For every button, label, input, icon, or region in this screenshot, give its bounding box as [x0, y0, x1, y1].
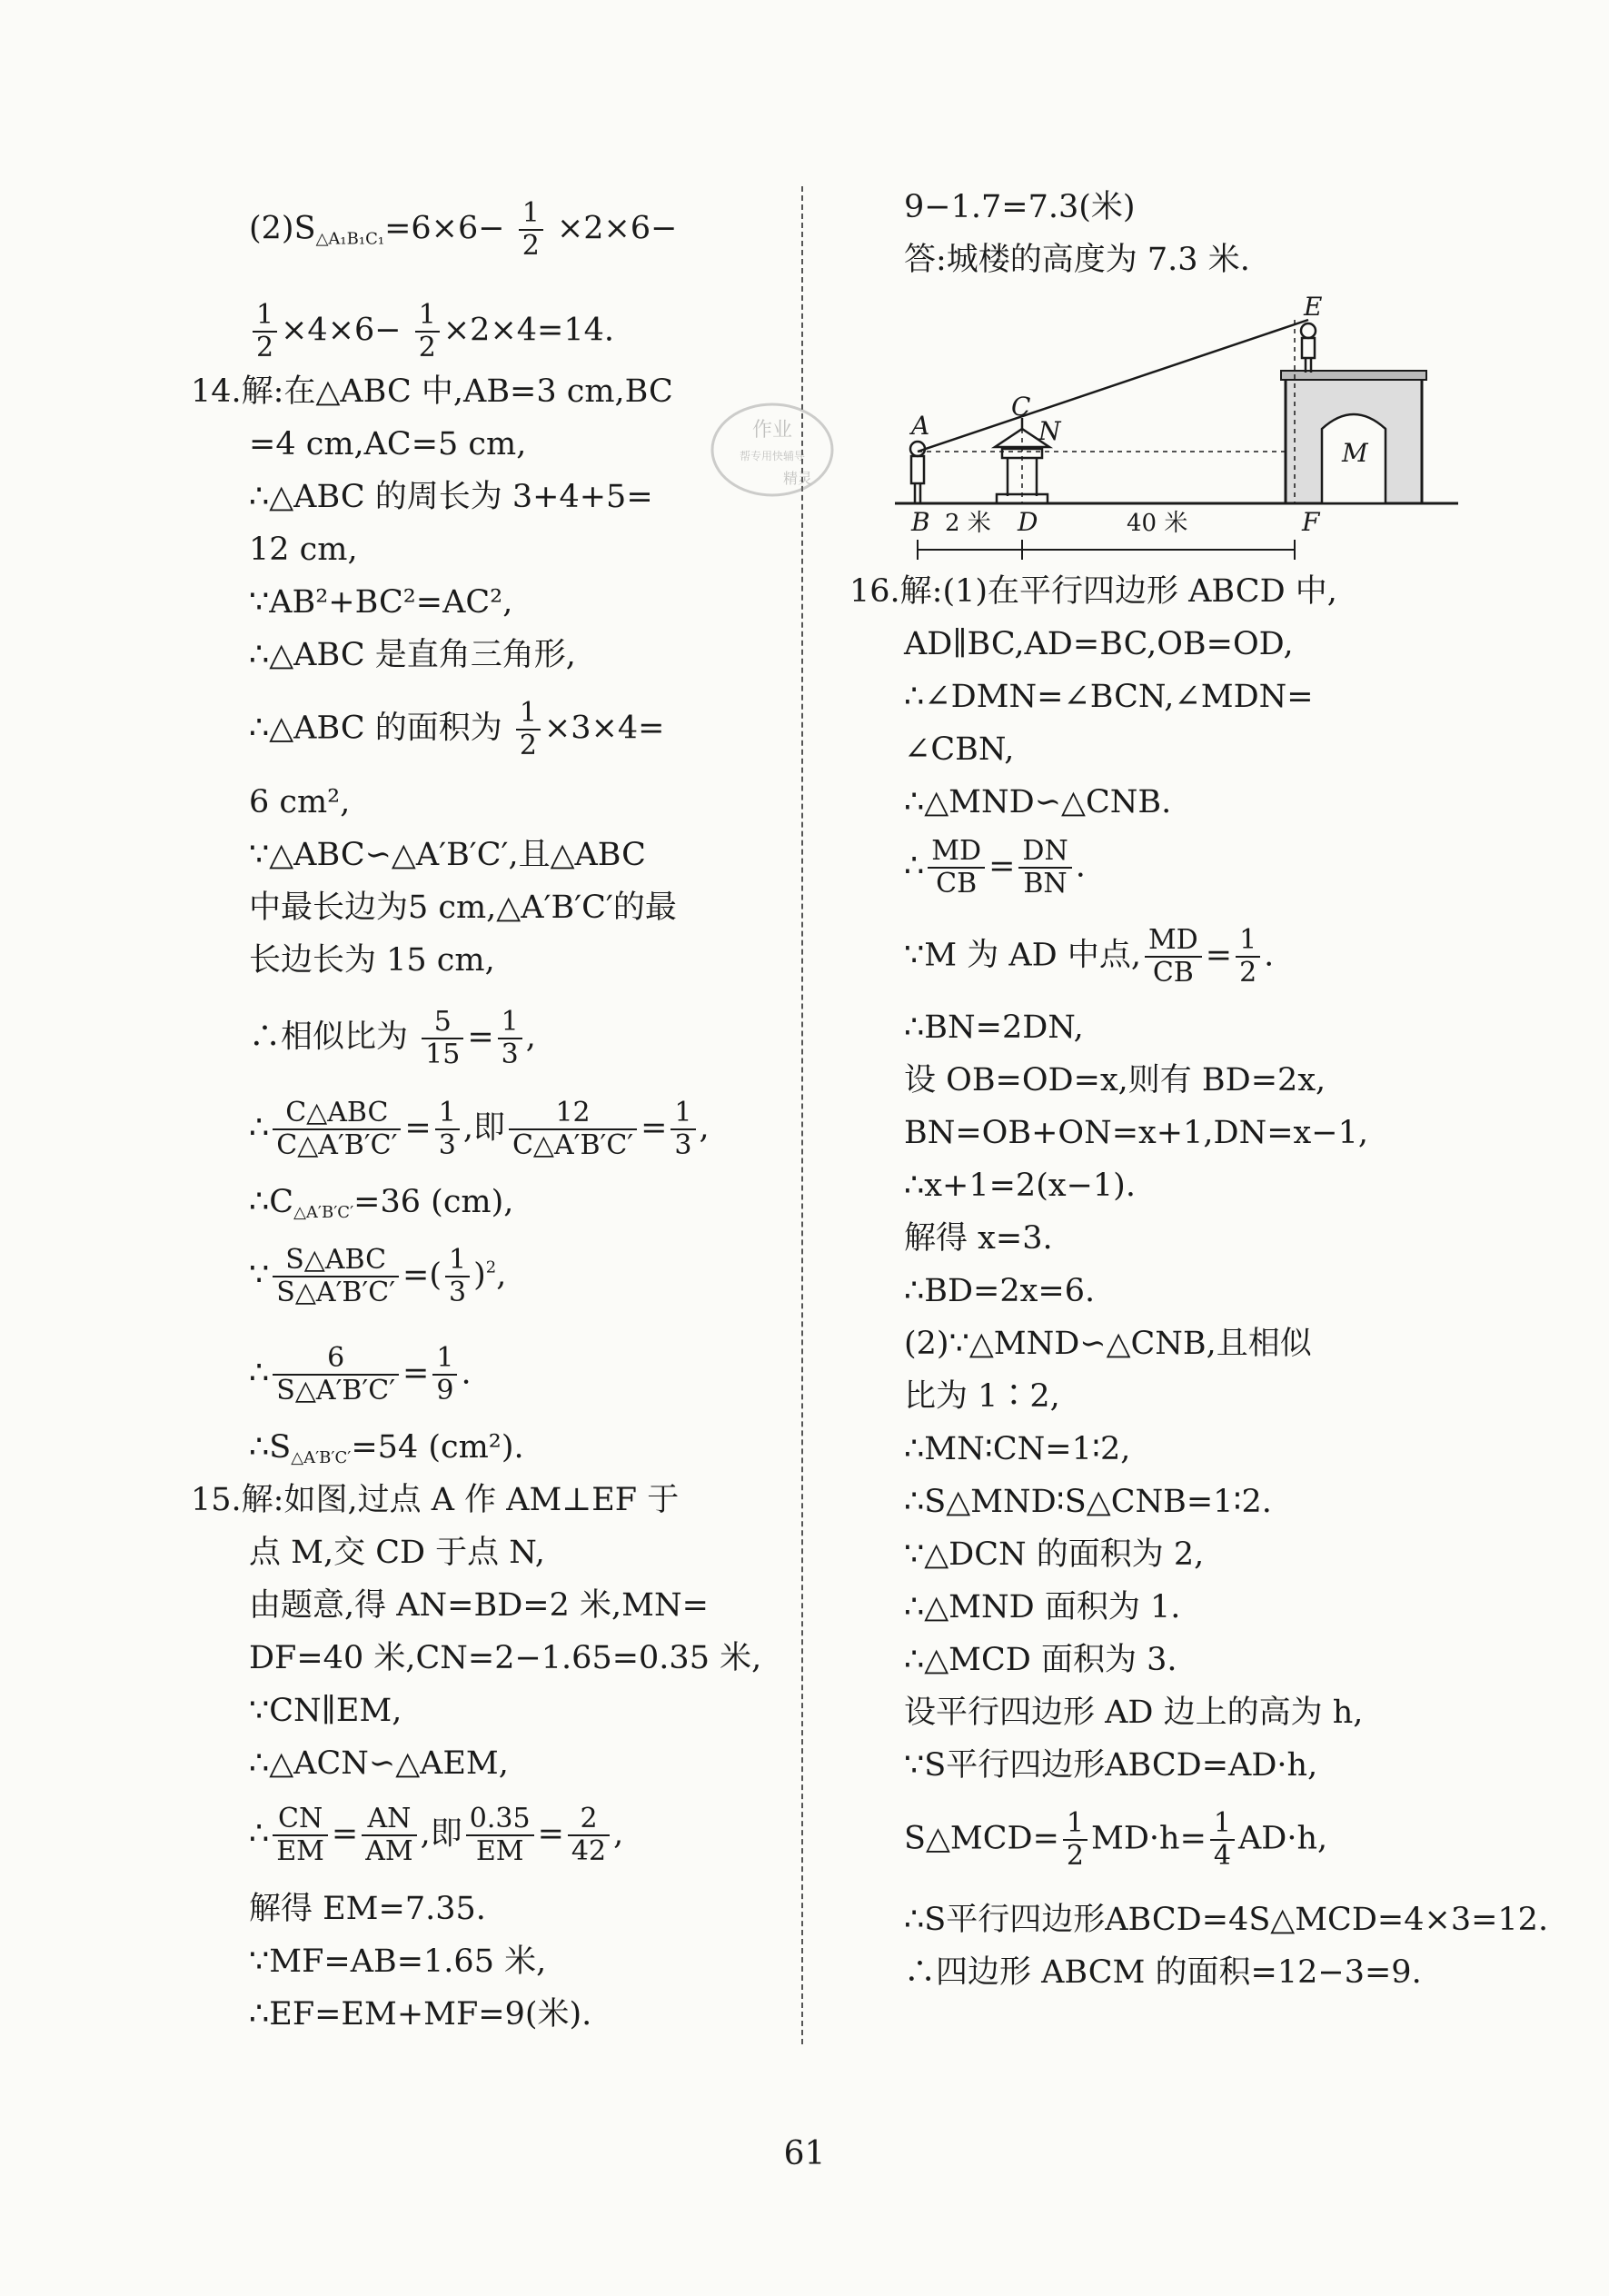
q16-line11: ∴x+1=2(x−1).	[904, 1168, 1136, 1204]
q15-cont-line1: 9−1.7=7.3(米)	[904, 189, 1136, 225]
label-b: B	[911, 507, 930, 537]
q14-line7: ∴△ABC 的面积为 $\frac{1}{2}$ ×3×4=	[249, 697, 665, 761]
label-d: D	[1018, 507, 1038, 537]
q16-line7: ∵M 为 AD 中点, $\frac{MD}{CB}$ = $\frac{1}{2}$ .	[904, 924, 1275, 989]
q14-line12: ∴相似比为 $\frac{5}{15}$ = $\frac{1}{3}$ ,	[249, 1006, 536, 1070]
q14-line11: 长边长为 15 cm,	[249, 942, 495, 979]
q14-line10: 中最长边为5 cm,△A′B′C′的最	[249, 890, 677, 926]
q14-line9: ∵△ABC∽△A′B′C′,且△ABC	[249, 837, 646, 873]
q14-line17: $\therefore S_{\triangle A'B'C'}=54$ (cm²).	[249, 1429, 524, 1467]
q14-line13: ∴ $\frac{\text{C△ABC}}{C\triangle A'B'C'}$ = $\frac{1}{3}$ ,即 $\frac{12}{C\triangle A'B'C'}$ = $\frac{1}{3}$ ,	[249, 1097, 710, 1161]
q13-part2-line1: $(2)S_{\triangle A_1B_1C_1}=6\times 6-$ $\frac{1}{2}$ ×2×6−	[249, 197, 678, 262]
q14-line3: ∴△ABC 的周长为 3+4+5=	[249, 479, 653, 515]
q16-line21: 设平行四边形 AD 边上的高为 h,	[904, 1695, 1364, 1731]
q14-line15: ∵ $\frac{\text{S△ABC}}{S\triangle A'B'C'}$ =( $\frac{1}{3}$ )$^2$,	[249, 1244, 507, 1308]
q16-line9: 设 OB=OD=x,则有 BD=2x,	[904, 1062, 1326, 1098]
q16-line22: ∵S平行四边形ABCD=AD·h,	[904, 1747, 1318, 1784]
q16-line3: ∴∠DMN=∠BCN,∠MDN=	[904, 679, 1314, 715]
city-tower-figure	[895, 293, 1476, 565]
q15-answer: 答:城楼的高度为 7.3 米.	[904, 242, 1250, 278]
q16-line24: ∴S平行四边形ABCD=4S△MCD=4×3=12.	[904, 1902, 1549, 1938]
stamp-line1: 作业	[751, 419, 793, 442]
label-n: N	[1038, 416, 1061, 446]
q16-line16: ∴MN∶CN=1∶2,	[904, 1431, 1131, 1467]
q14-line5: ∵AB²+BC²=AC²,	[249, 584, 513, 621]
q15-line5: ∵CN∥EM,	[249, 1693, 402, 1729]
q16-line12: 解得 x=3.	[904, 1220, 1053, 1257]
city-tower	[1281, 371, 1426, 503]
dim-40m: 40 米	[1127, 510, 1188, 537]
q14-line2: =4 cm,AC=5 cm,	[249, 426, 527, 462]
q15-line10: ∴EF=EM+MF=9(米).	[249, 1996, 592, 2033]
label-c: C	[1011, 392, 1031, 422]
q14-line16: ∴ $\frac{6}{S\triangle A'B'C'}$ = $\frac{1}{9}$ .	[249, 1342, 472, 1406]
q15-line2: 点 M,交 CD 于点 N,	[249, 1535, 545, 1571]
q16-line17: ∴S△MND∶S△CNB=1∶2.	[904, 1484, 1272, 1520]
q14-line14: $\therefore C_{\triangle A'B'C'}=36$ (cm),	[249, 1184, 514, 1222]
q15-line4: DF=40 米,CN=2−1.65=0.35 米,	[249, 1640, 762, 1676]
label-f: F	[1302, 507, 1320, 537]
q15-line6: ∴△ACN∽△AEM,	[249, 1745, 509, 1782]
q16-line23: S△MCD= $\frac{1}{2}$ MD·h= $\frac{1}{4}$ AD·h,	[904, 1807, 1328, 1872]
q16-line19: ∴△MND 面积为 1.	[904, 1589, 1181, 1625]
q16-line4: ∠CBN,	[904, 731, 1015, 768]
q16-line1: 16.解:(1)在平行四边形 ABCD 中,	[849, 573, 1337, 610]
label-e: E	[1304, 293, 1323, 322]
q16-line5: ∴△MND∽△CNB.	[904, 784, 1172, 820]
sight-line	[918, 320, 1308, 452]
q14-line1: 14.解:在△ABC 中,AB=3 cm,BC	[191, 373, 673, 410]
q14-line6: ∴△ABC 是直角三角形,	[249, 637, 576, 673]
q13-part2-line2: $\frac{1}{2}$ ×4×6− $\frac{1}{2}$ ×2×4=14.	[249, 300, 614, 363]
label-m: M	[1342, 438, 1368, 468]
q15-line8: 解得 EM=7.35.	[249, 1891, 486, 1927]
stamp-logo	[709, 400, 836, 500]
q15-line7: ∴ $\frac{CN}{EM}$ = $\frac{AN}{AM}$ ,即 $\frac{0.35}{EM}$ = $\frac{2}{42}$ ,	[249, 1803, 624, 1867]
q16-line6: ∴ $\frac{MD}{CB}$ = $\frac{DN}{BN}$ .	[904, 835, 1086, 900]
stamp-line3: 精灵	[782, 470, 813, 487]
q16-line2: AD∥BC,AD=BC,OB=OD,	[904, 626, 1294, 662]
label-a: A	[911, 411, 930, 441]
q15-line3: 由题意,得 AN=BD=2 米,MN=	[249, 1587, 709, 1624]
q16-line18: ∵△DCN 的面积为 2,	[904, 1536, 1205, 1573]
q16-line14: (2)∵△MND∽△CNB,且相似	[904, 1326, 1312, 1362]
q16-line20: ∴△MCD 面积为 3.	[904, 1642, 1177, 1678]
dim-2m: 2 米	[945, 510, 991, 537]
page-number: 61	[783, 2135, 826, 2172]
q15-line1: 15.解:如图,过点 A 作 AM⊥EF 于	[191, 1482, 680, 1518]
q16-line15: 比为 1∶2,	[904, 1378, 1060, 1415]
q16-line25: ∴四边形 ABCM 的面积=12−3=9.	[904, 1954, 1422, 1991]
stamp-line2: 帮专用快辅导	[739, 450, 806, 462]
q16-line13: ∴BD=2x=6.	[904, 1273, 1096, 1309]
q16-line8: ∴BN=2DN,	[904, 1009, 1084, 1046]
q15-line9: ∵MF=AB=1.65 米,	[249, 1943, 547, 1980]
q14-line4: 12 cm,	[249, 532, 358, 568]
q16-line10: BN=OB+ON=x+1,DN=x−1,	[904, 1115, 1368, 1151]
q14-line8: 6 cm²,	[249, 784, 351, 820]
person-top	[1301, 323, 1316, 373]
